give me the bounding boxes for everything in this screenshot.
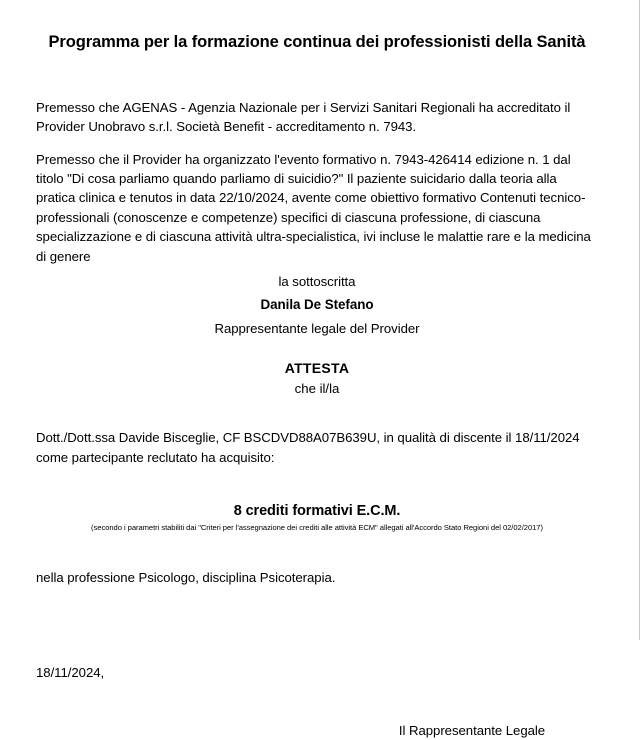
credits-footnote: (secondo i parametri stabiliti dai "Criteri per l'assegnazione dei crediti alle attività ECM" allegati all'Accordo Stato Regioni del 02/02/2017)	[91, 523, 543, 533]
paragraph-premessa-provider: Premesso che AGENAS - Agenzia Nazionale per i Servizi Sanitari Regionali ha accreditato il Provider Unobravo s.r.l. Società Benefit - accreditamento n. 7943.	[36, 99, 571, 135]
attestation-subject: che il/la	[294, 381, 340, 397]
signer-intro: la sottoscritta	[278, 274, 356, 290]
paragraph-premessa-evento: Premesso che il Provider ha organizzato l'evento formativo n. 7943-426414 edizione n. 1 dal titolo "Di cosa parliamo quando parliamo di suicidio?" Il paziente suicidario dalla teoria alla pratica clinica e tenutos in data 22/10/2024, avente come obiettivo formativo Contenuti tecnico-professionali (conoscenze e competenze) specifici di ciascuna professione, di ciascuna specializzazione e di ciascuna attività ultra-specialistica, ivi incluse le malattie rare e la medicina di genere	[36, 151, 591, 264]
credits-amount: 8 crediti formativi E.C.M.	[233, 503, 401, 520]
paragraph-discente: Dott./Dott.ssa Davide Bisceglie, CF BSCDVD88A07B639U, in qualità di discente il 18/11/2024 come partecipante reclutato ha acquisito:	[36, 430, 580, 465]
attestation-heading: ATTESTA	[284, 360, 350, 377]
signature-block	[36, 722, 598, 740]
paragraph-professione: nella professione Psicologo, disciplina Psicoterapia.	[36, 570, 336, 586]
signer-role: Rappresentante legale del Provider	[214, 320, 420, 336]
signer-name: Danila De Stefano	[260, 297, 374, 313]
date-line: 18/11/2024,	[36, 665, 105, 681]
page-title: Programma per la formazione continua dei professionisti della Sanità	[48, 33, 586, 51]
signature-label: Il Rappresentante Legale	[398, 723, 546, 739]
